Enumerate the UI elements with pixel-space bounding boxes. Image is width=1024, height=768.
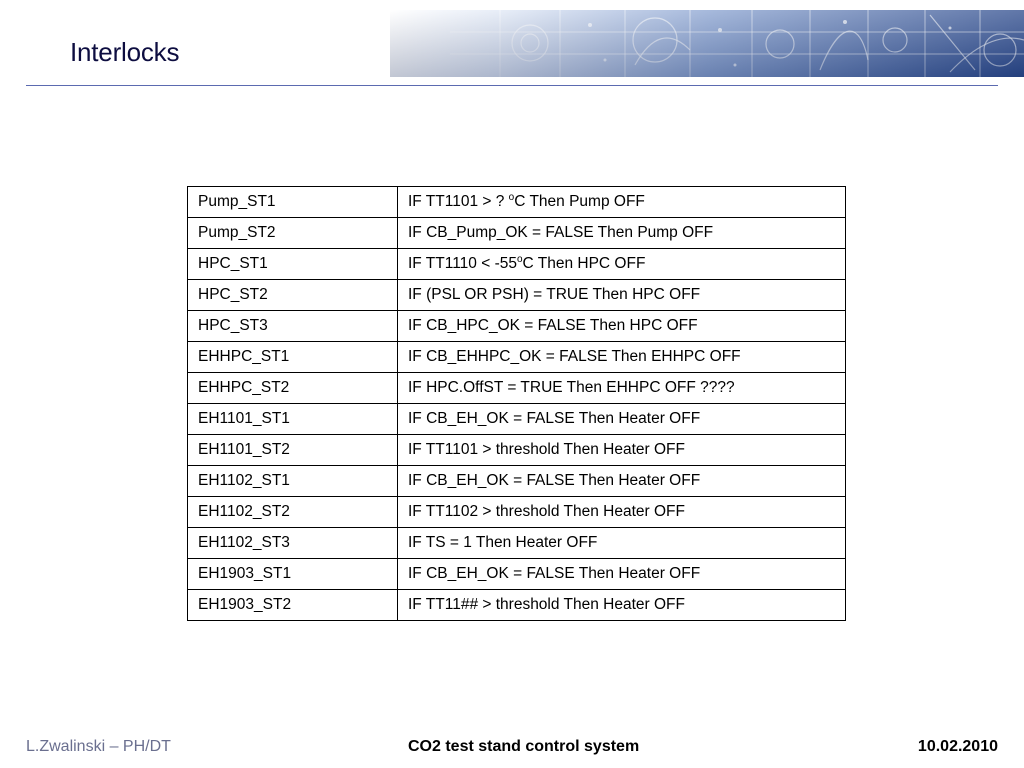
interlock-rule-cell: [398, 311, 846, 342]
footer-author: L.Zwalinski – PH/DT: [26, 738, 171, 755]
interlock-rule-cell: [398, 528, 846, 559]
table-row: [188, 528, 846, 559]
rule-text: IF TT1101 > ?: [408, 193, 509, 210]
slide-title: Interlocks: [70, 37, 180, 67]
interlock-rule-cell: [398, 249, 846, 280]
rule-text: IF TS = 1 Then Heater OFF: [408, 534, 598, 551]
interlock-table: [187, 186, 846, 621]
rule-text: IF TT1101 > threshold Then Heater OFF: [408, 441, 685, 458]
interlock-rule-cell: [398, 497, 846, 528]
rule-text: IF TT1102 > threshold Then Heater OFF: [408, 503, 685, 520]
interlock-rule-cell: [398, 280, 846, 311]
interlock-id-cell: HPC_ST3: [188, 311, 398, 342]
interlock-id-cell: EH1101_ST1: [188, 404, 398, 435]
interlock-rule-cell: [398, 187, 846, 218]
interlock-rule-cell: [398, 342, 846, 373]
footer-presentation-title: CO2 test stand control system: [408, 738, 640, 755]
interlock-rule-cell: [398, 404, 846, 435]
rule-text-suffix: C Then HPC OFF: [522, 255, 646, 272]
table-row: [188, 466, 846, 497]
interlock-id-cell: EH1903_ST1: [188, 559, 398, 590]
table-row: [188, 218, 846, 249]
interlock-rule-cell: [398, 218, 846, 249]
rule-text: IF TT1110 < -55: [408, 255, 517, 272]
table-row: [188, 342, 846, 373]
table-row: [188, 590, 846, 621]
rule-text: IF CB_EH_OK = FALSE Then Heater OFF: [408, 565, 701, 582]
interlock-id-cell: EH1102_ST2: [188, 497, 398, 528]
table-row: [188, 435, 846, 466]
rule-text: IF CB_EH_OK = FALSE Then Heater OFF: [408, 410, 701, 427]
interlock-rule-cell: [398, 590, 846, 621]
table-row: [188, 187, 846, 218]
interlock-id-cell: EH1102_ST3: [188, 528, 398, 559]
interlock-id-cell: EH1102_ST1: [188, 466, 398, 497]
table-row: [188, 559, 846, 590]
interlock-id-cell: Pump_ST1: [188, 187, 398, 218]
rule-text: IF CB_Pump_OK = FALSE Then Pump OFF: [408, 224, 714, 241]
table-row: [188, 311, 846, 342]
header-divider: [26, 85, 998, 86]
interlock-id-cell: HPC_ST1: [188, 249, 398, 280]
table-row: [188, 373, 846, 404]
interlock-id-cell: EHHPC_ST1: [188, 342, 398, 373]
degree-superscript: o: [508, 191, 515, 203]
footer-date: 10.02.2010: [917, 738, 998, 755]
rule-text: IF HPC.OffST = TRUE Then EHHPC OFF ????: [408, 379, 735, 396]
table-row: [188, 280, 846, 311]
interlock-id-cell: Pump_ST2: [188, 218, 398, 249]
degree-superscript: o: [516, 253, 523, 265]
rule-text: IF CB_HPC_OK = FALSE Then HPC OFF: [408, 317, 698, 334]
table-row: [188, 249, 846, 280]
rule-text: IF CB_EH_OK = FALSE Then Heater OFF: [408, 472, 701, 489]
header-banner-image: [390, 10, 1024, 77]
rule-text: IF CB_EHHPC_OK = FALSE Then EHHPC OFF: [408, 348, 741, 365]
interlock-rule-cell: [398, 373, 846, 404]
interlock-id-cell: EH1101_ST2: [188, 435, 398, 466]
interlock-id-cell: EHHPC_ST2: [188, 373, 398, 404]
interlock-rule-cell: [398, 435, 846, 466]
rule-text: IF TT11## > threshold Then Heater OFF: [408, 596, 685, 613]
interlock-id-cell: EH1903_ST2: [188, 590, 398, 621]
table-row: [188, 497, 846, 528]
rule-text: IF (PSL OR PSH) = TRUE Then HPC OFF: [408, 286, 701, 303]
interlock-rule-cell: [398, 559, 846, 590]
interlock-rule-cell: [398, 466, 846, 497]
rule-text-suffix: C Then Pump OFF: [514, 193, 645, 210]
interlock-id-cell: HPC_ST2: [188, 280, 398, 311]
table-row: [188, 404, 846, 435]
interlock-table-body: [188, 187, 846, 621]
